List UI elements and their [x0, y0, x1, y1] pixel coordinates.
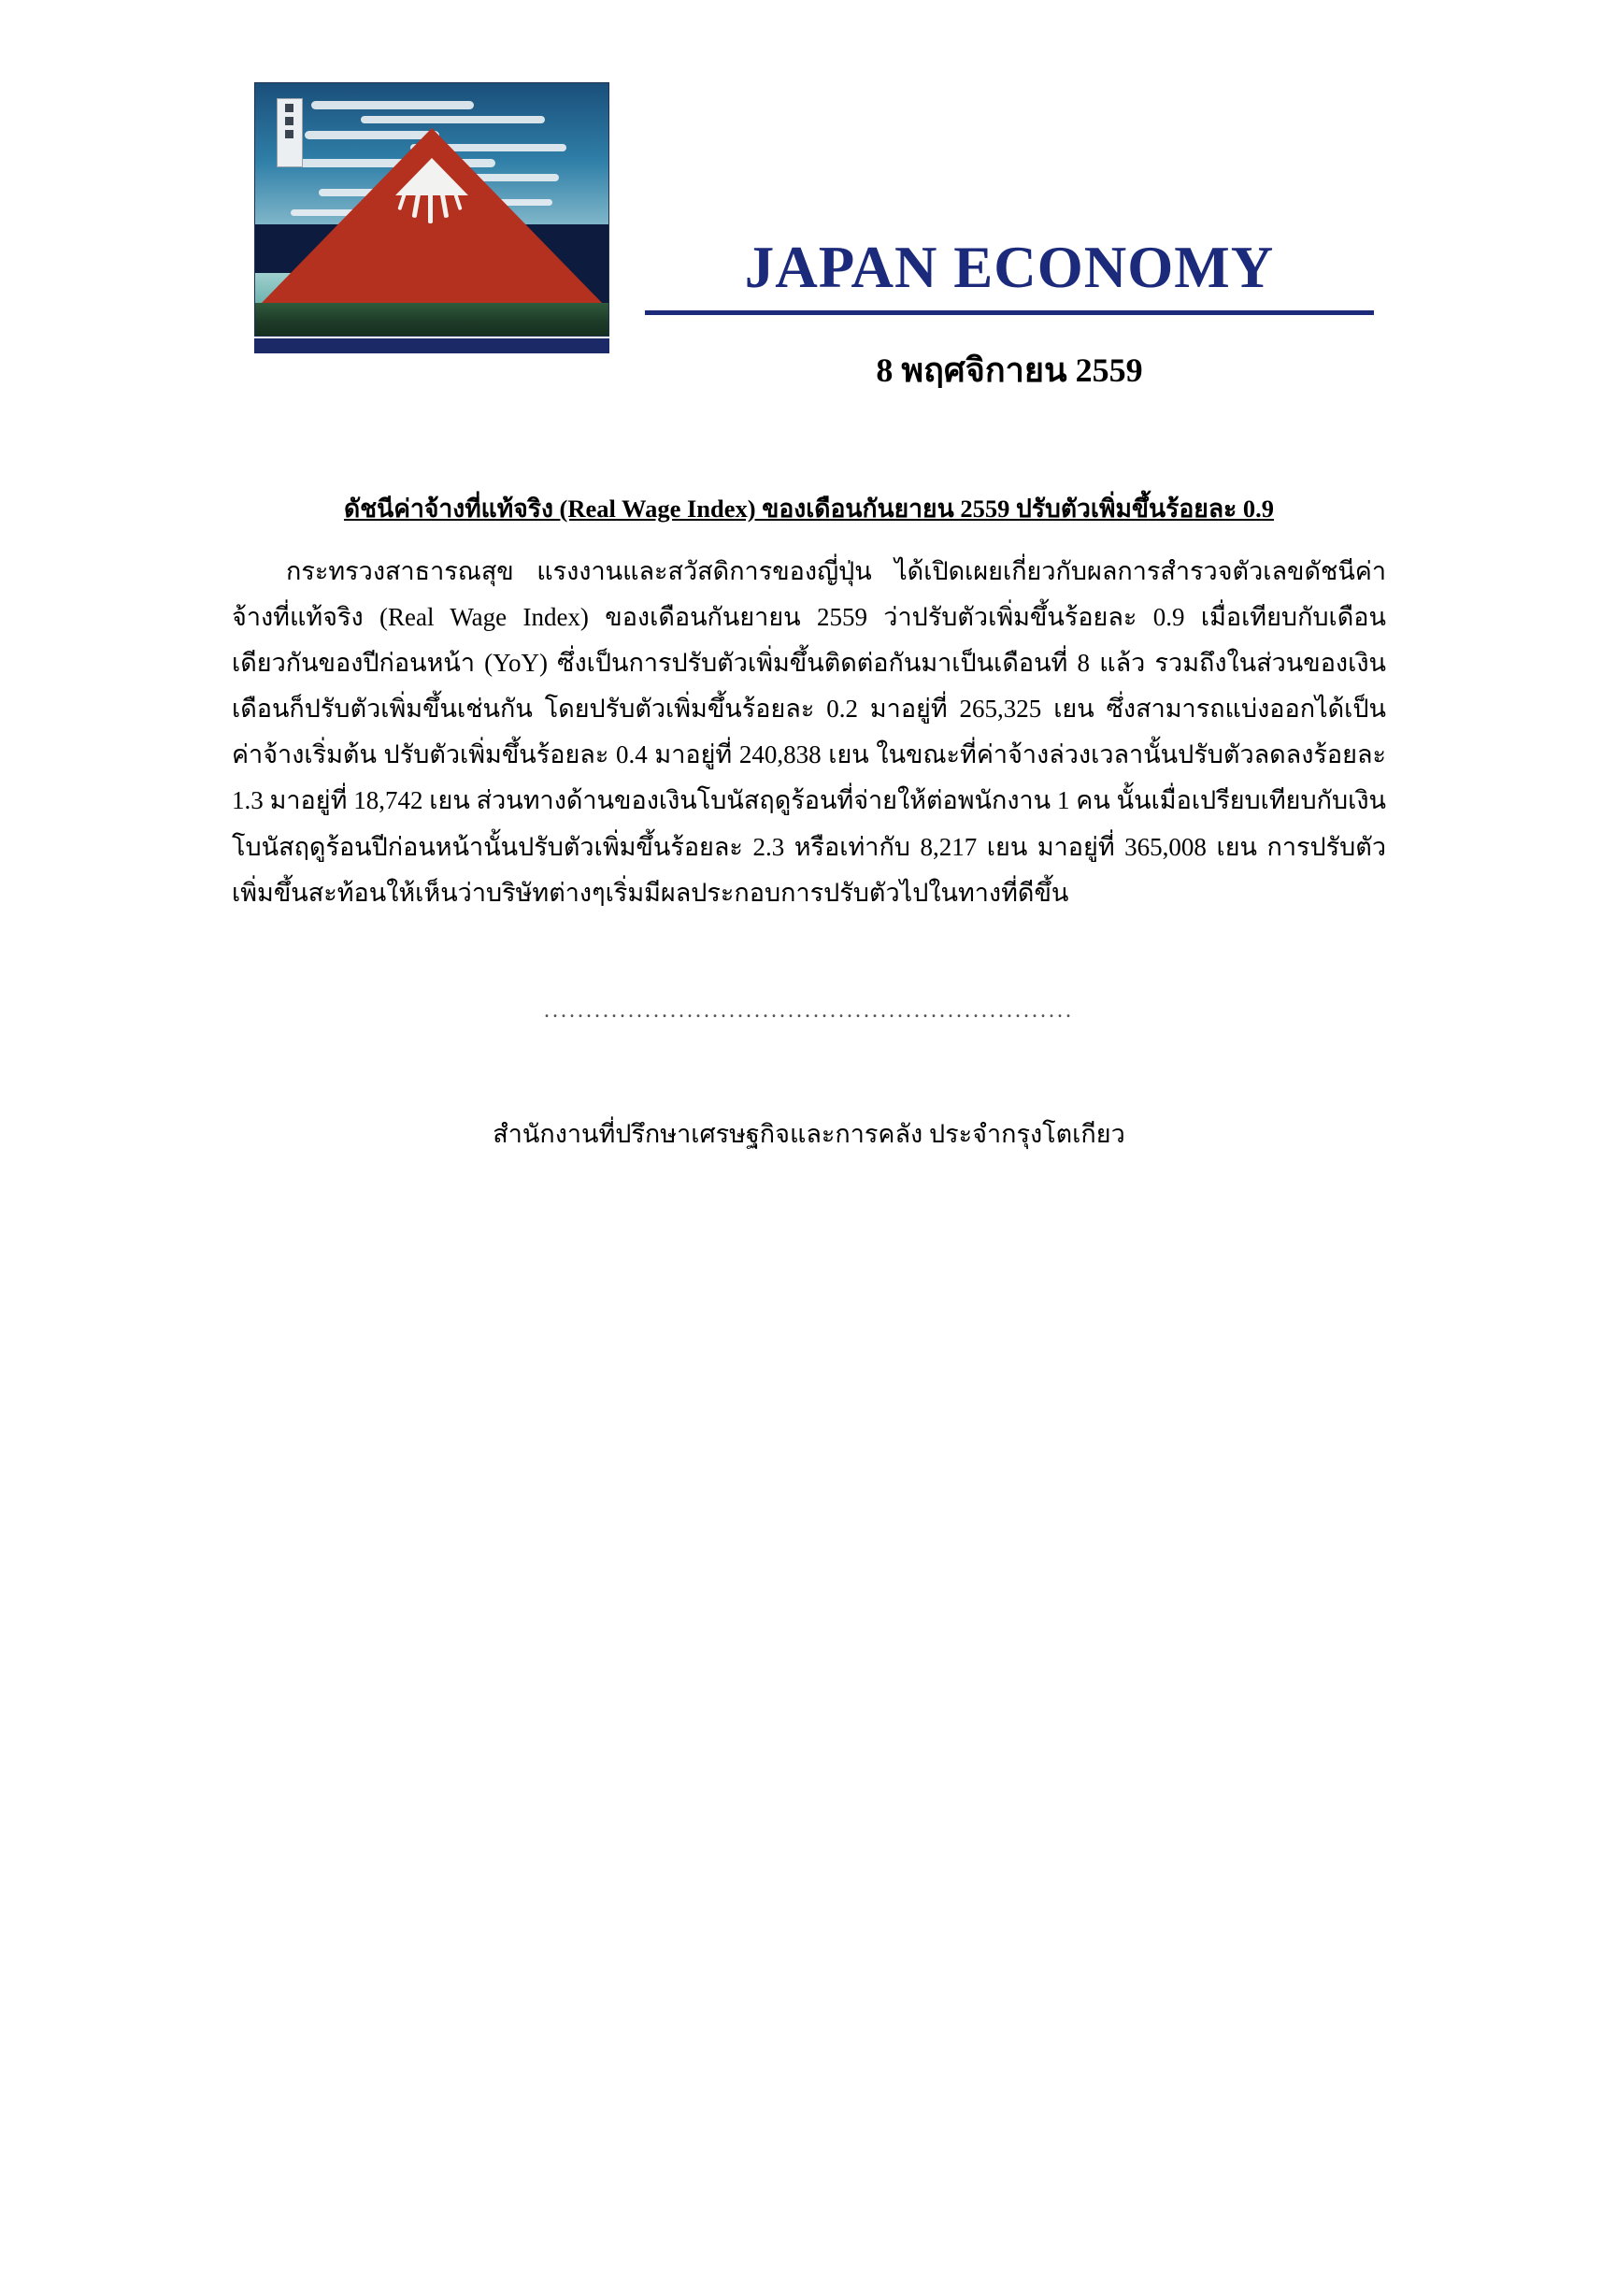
seal-cartouche — [277, 98, 303, 167]
article-headline: ดัชนีค่าจ้างที่แท้จริง (Real Wage Index) ของเดือนกันยายน 2559 ปรับตัวเพิ่มขึ้นร้อยละ 0.9 — [343, 495, 1275, 523]
logo-underbar — [254, 338, 609, 353]
forest-base — [255, 303, 608, 336]
document-body — [232, 491, 1386, 1154]
document-signature: สำนักงานที่ปรึกษาเศรษฐกิจและการคลัง ประจำกรุงโตเกียว — [493, 1119, 1125, 1148]
fuji-logo — [254, 82, 609, 355]
cloud-band — [361, 116, 545, 123]
section-separator: ............................................................... — [544, 997, 1074, 1023]
summit-snow — [395, 158, 468, 195]
article-paragraph: กระทรวงสาธารณสุข แรงงานและสวัสดิการของญี่ปุ่น ได้เปิดเผยเกี่ยวกับผลการสำรวจตัวเลขดัชนีค่าจ้างที่แท้จริง (Real Wage Index) ของเดือนกันยายน 2559 ว่าปรับตัวเพิ่มขึ้นร้อยละ 0.9 เมื่อเทียบกับเดือนเดียวกันของปีก่อนหน้า (YoY) ซึ่งเป็นการปรับตัวเพิ่มขึ้นติดต่อกันมาเป็นเดือนที่ 8 แล้ว รวมถึงในส่วนของเงินเดือนก็ปรับตัวเพิ่มขึ้นเช่นกัน โดยปรับตัวเพิ่มขึ้นร้อยละ 0.2 มาอยู่ที่ 265,325 เยน ซึ่งสามารถแบ่งออกได้เป็น ค่าจ้างเริ่มต้น ปรับตัวเพิ่มขึ้นร้อยละ 0.4 มาอยู่ที่ 240,838 เยน ในขณะที่ค่าจ้างล่วงเวลานั้นปรับตัวลดลงร้อยละ 1.3 มาอยู่ที่ 18,742 เยน ส่วนทางด้านของเงินโบนัสฤดูร้อนที่จ่ายให้ต่อพนักงาน 1 คน นั้นเมื่อเปรียบเทียบกับเงินโบนัสฤดูร้อนปีก่อนหน้านั้นปรับตัวเพิ่มขึ้นร้อยละ 2.3 หรือเท่ากับ 8,217 เยน มาอยู่ที่ 365,008 เยน การปรับตัวเพิ่มขึ้นสะท้อนให้เห็นว่าบริษัทต่างๆเริ่มมีผลประกอบการปรับตัวไปในทางที่ดีขึ้น — [232, 556, 1386, 907]
document-date: 8 พฤศจิกายน 2559 — [876, 352, 1143, 389]
document-header — [0, 0, 1616, 430]
cloud-band — [311, 101, 474, 109]
mount-fuji-icon — [254, 82, 609, 337]
snow-streak — [428, 192, 433, 223]
title-divider — [645, 310, 1374, 315]
title-block — [645, 235, 1374, 396]
page-title: JAPAN ECONOMY — [744, 235, 1275, 300]
